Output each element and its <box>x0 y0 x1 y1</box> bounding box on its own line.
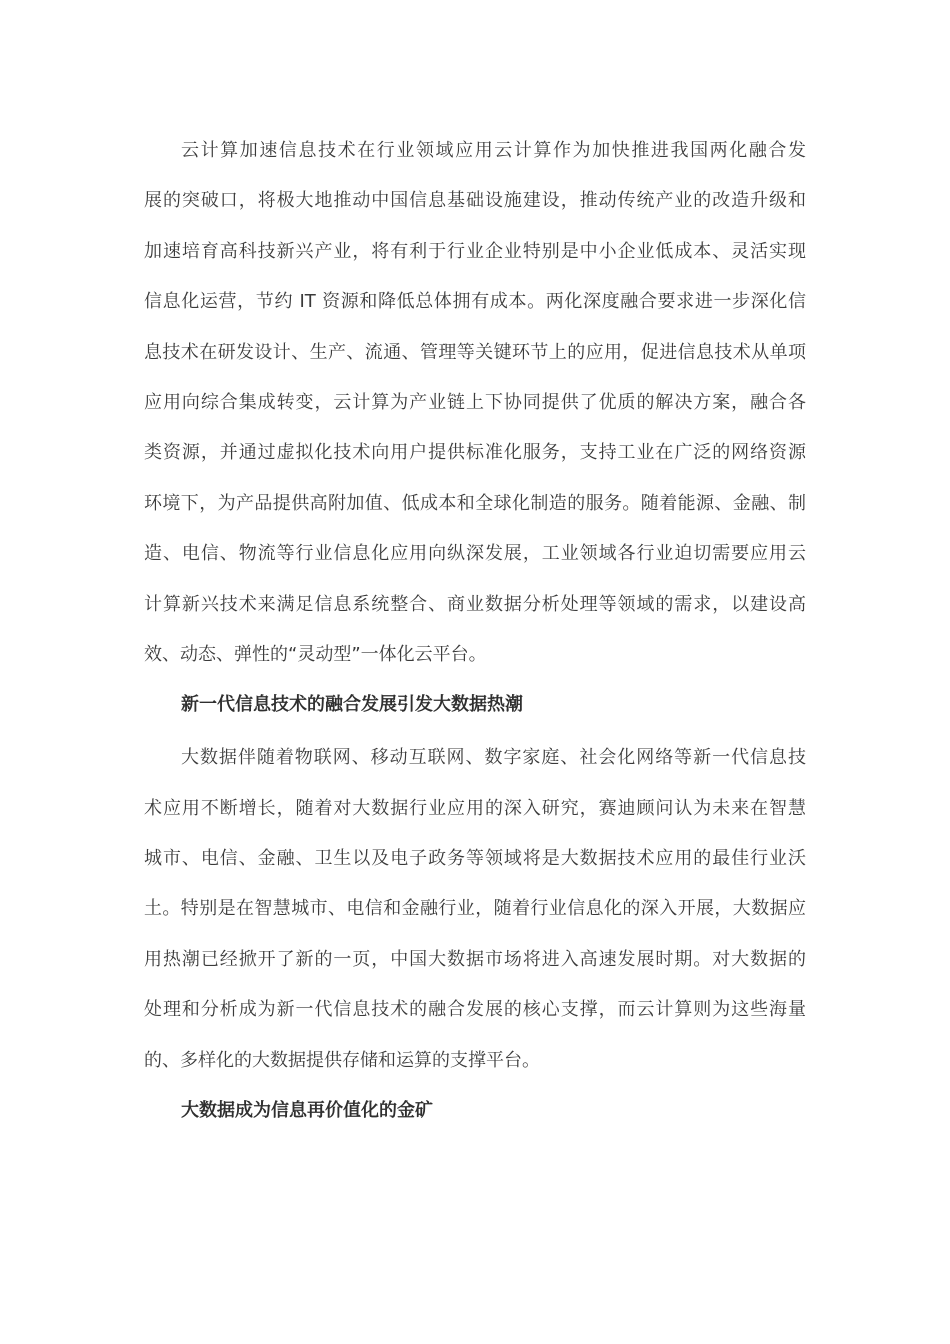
text-line: 造、电信、物流等行业信息化应用向纵深发展，工业领域各行业迫切需要应用云 <box>144 543 806 565</box>
paragraph-big-data <box>144 739 806 1092</box>
text-line: 信息化运营，节约 IT 资源和降低总体拥有成本。两化深度融合要求进一步深化信 <box>144 291 806 313</box>
section-heading-gold-mine: 大数据成为信息再价值化的金矿 <box>181 1100 433 1122</box>
text-line: 展的突破口，将极大地推动中国信息基础设施建设，推动传统产业的改造升级和 <box>144 190 806 212</box>
section-heading-big-data-trend: 新一代信息技术的融合发展引发大数据热潮 <box>181 694 523 716</box>
paragraph-cloud-computing <box>144 132 806 686</box>
text-line: 术应用不断增长，随着对大数据行业应用的深入研究，赛迪顾问认为未来在智慧 <box>144 797 806 819</box>
text-line: 计算新兴技术来满足信息系统整合、商业数据分析处理等领域的需求，以建设高 <box>144 593 806 615</box>
text-line: 云计算加速信息技术在行业领域应用云计算作为加快推进我国两化融合发 <box>181 140 806 161</box>
text-line: 大数据伴随着物联网、移动互联网、数字家庭、社会化网络等新一代信息技 <box>181 747 806 769</box>
text-line: 城市、电信、金融、卫生以及电子政务等领域将是大数据技术应用的最佳行业沃 <box>144 848 806 870</box>
text-line: 处理和分析成为新一代信息技术的融合发展的核心支撑，而云计算则为这些海量 <box>144 999 806 1021</box>
document-body <box>144 132 806 1145</box>
text-line: 的、多样化的大数据提供存储和运算的支撑平台。 <box>144 1049 540 1071</box>
text-line: 土。特别是在智慧城市、电信和金融行业，随着行业信息化的深入开展，大数据应 <box>144 898 806 920</box>
text-line: 类资源，并通过虚拟化技术向用户提供标准化服务，支持工业在广泛的网络资源 <box>144 442 806 464</box>
text-line: 效、动态、弹性的“灵动型”一体化云平台。 <box>144 643 487 665</box>
text-line: 应用向综合集成转变，云计算为产业链上下协同提供了优质的解决方案，融合各 <box>144 391 806 413</box>
text-line: 用热潮已经掀开了新的一页，中国大数据市场将进入高速发展时期。对大数据的 <box>144 948 806 970</box>
text-line: 环境下，为产品提供高附加值、低成本和全球化制造的服务。随着能源、金融、制 <box>144 492 806 514</box>
text-line: 加速培育高科技新兴产业，将有利于行业企业特别是中小企业低成本、灵活实现 <box>144 240 806 262</box>
text-line: 息技术在研发设计、生产、流通、管理等关键环节上的应用，促进信息技术从单项 <box>144 341 806 363</box>
